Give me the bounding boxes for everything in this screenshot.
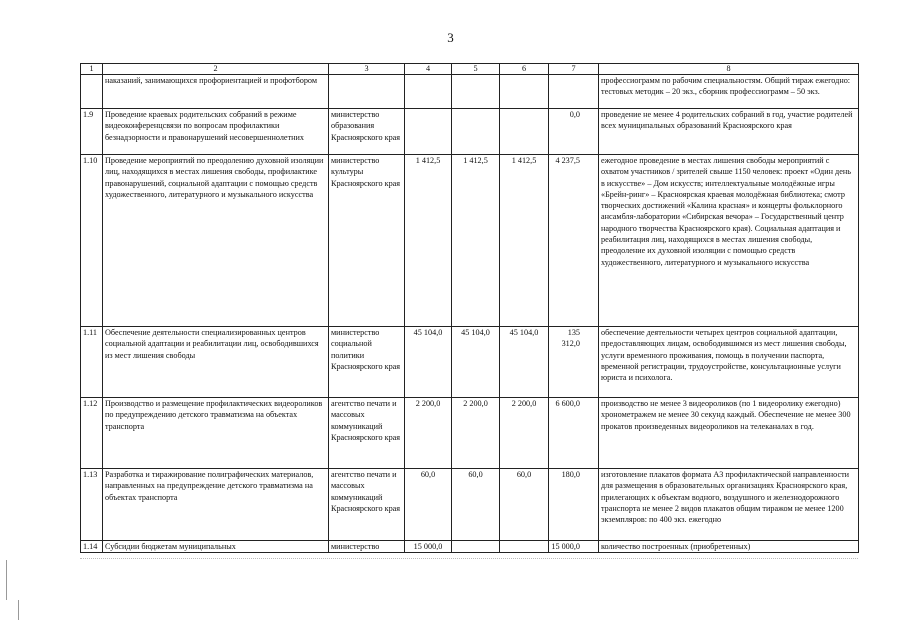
funding-year-3: 1 412,5 [500, 155, 549, 327]
event-name: Субсидии бюджетам муниципальных [103, 541, 329, 553]
column-header: 6 [500, 64, 549, 75]
executor: министерство культуры Красноярского края [329, 155, 405, 327]
funding-year-3: 45 104,0 [500, 327, 549, 398]
funding-year-3: 60,0 [500, 469, 549, 541]
event-name: наказаний, занимающихся профориентацией и профотбором [103, 75, 329, 109]
column-header: 8 [599, 64, 859, 75]
event-name: Проведение краевых родительских собраний в режиме видеоконференцсвязи по вопросам профилактики безнадзорности и правонарушений несовершеннолетних [103, 109, 329, 155]
funding-year-1 [405, 109, 452, 155]
executor [329, 75, 405, 109]
row-number [81, 75, 103, 109]
executor: министерство социальной политики Красноярского края [329, 327, 405, 398]
funding-year-3 [500, 541, 549, 553]
funding-year-2: 2 200,0 [452, 398, 500, 469]
header-row [81, 64, 859, 75]
funding-year-1: 60,0 [405, 469, 452, 541]
executor: министерство [329, 541, 405, 553]
table-row [81, 327, 859, 398]
program-table [80, 63, 859, 553]
table-row [81, 75, 859, 109]
row-number: 1.9 [81, 109, 103, 155]
scan-dotted-line [80, 558, 858, 561]
funding-year-2 [452, 109, 500, 155]
funding-year-1 [405, 75, 452, 109]
table-row [81, 155, 859, 327]
funding-total: 4 237,5 [549, 155, 599, 327]
funding-total: 15 000,0 [549, 541, 599, 553]
funding-year-2: 45 104,0 [452, 327, 500, 398]
page-number: 3 [447, 30, 454, 45]
event-name: Проведение мероприятий по преодолению духовной изоляции лиц, находящихся в местах лишения свободы, профилактике правонарушений, социальной адаптации с помощью средств художественного, литературного и музыкального искусства [103, 155, 329, 327]
funding-year-3 [500, 75, 549, 109]
scan-edge-mark [18, 600, 19, 620]
table-row [81, 109, 859, 155]
column-header: 4 [405, 64, 452, 75]
column-header: 3 [329, 64, 405, 75]
expected-result: ежегодное проведение в местах лишения свободы мероприятий с охватом участников / зрителей свыше 1150 человек: проект «Один день в искусстве» – Дом искусств; интеллектуальные молодёжные игры «Брейн-ринг» – Красноярская краевая молодёжная библиотека; смотр творческих достижений «Калина красная» и концерты фольклорного ансамбля-лаборатории «Сибирская вечора» – Государственный центр народного творчества Красноярского края). Социальная адаптация и реабилитация лиц, находящихся в местах лишения свободы, преодоление их духовной изоляции с помощью средств художественного, литературного и музыкального искусства [599, 155, 859, 327]
row-number: 1.14 [81, 541, 103, 553]
funding-total: 135 312,0 [549, 327, 599, 398]
executor: агентство печати и массовых коммуникаций Красноярского края [329, 398, 405, 469]
table-row [81, 469, 859, 541]
event-name: Обеспечение деятельности специализированных центров социальной адаптации и реабилитации лиц, освободившихся из мест лишения свободы [103, 327, 329, 398]
event-name: Разработка и тиражирование полиграфических материалов, направленных на предупреждение детского травматизма на объектах транспорта [103, 469, 329, 541]
executor: агентство печати и массовых коммуникаций Красноярского края [329, 469, 405, 541]
funding-total [549, 75, 599, 109]
funding-year-2 [452, 75, 500, 109]
expected-result: изготовление плакатов формата А3 профилактической направленности для размещения в образовательных организациях Красноярского края, прилегающих к объектам водного, воздушного и железнодорожного транспорта не менее 2 видов плакатов общим тиражом не менее 1200 экземпляров: по 400 экз. ежегодно [599, 469, 859, 541]
funding-total: 180,0 [549, 469, 599, 541]
expected-result: проведение не менее 4 родительских собраний в год, участие родителей всех муниципальных образований Красноярского края [599, 109, 859, 155]
expected-result: профессиограмм по рабочим специальностям. Общий тираж ежегодно: тестовых методик – 20 экз., сборник профессиограмм – 50 экз. [599, 75, 859, 109]
expected-result: количество построенных (приобретенных) [599, 541, 859, 553]
funding-year-1: 15 000,0 [405, 541, 452, 553]
table-row [81, 541, 859, 553]
event-name: Производство и размещение профилактических видеороликов по предупреждению детского травматизма на объектах транспорта [103, 398, 329, 469]
funding-year-2 [452, 541, 500, 553]
column-header: 7 [549, 64, 599, 75]
funding-year-1: 45 104,0 [405, 327, 452, 398]
column-header: 1 [81, 64, 103, 75]
funding-total: 0,0 [549, 109, 599, 155]
row-number: 1.10 [81, 155, 103, 327]
row-number: 1.12 [81, 398, 103, 469]
scan-edge-mark [6, 560, 7, 600]
table-row [81, 398, 859, 469]
funding-year-1: 1 412,5 [405, 155, 452, 327]
funding-year-2: 60,0 [452, 469, 500, 541]
funding-year-3: 2 200,0 [500, 398, 549, 469]
column-header: 2 [103, 64, 329, 75]
funding-year-2: 1 412,5 [452, 155, 500, 327]
row-number: 1.11 [81, 327, 103, 398]
funding-total: 6 600,0 [549, 398, 599, 469]
expected-result: производство не менее 3 видеороликов (по 1 видеоролику ежегодно) хронометражем не менее 30 секунд каждый. Обеспечение не менее 300 прокатов произведенных видеороликов на телеканалах в год. [599, 398, 859, 469]
funding-year-1: 2 200,0 [405, 398, 452, 469]
executor: министерство образования Красноярского края [329, 109, 405, 155]
funding-year-3 [500, 109, 549, 155]
row-number: 1.13 [81, 469, 103, 541]
expected-result: обеспечение деятельности четырех центров социальной адаптации, предоставляющих лицам, освободившимся из мест лишения свободы, услуги временного проживания, помощь в получении паспорта, временной регистрации, трудоустройстве, консультационные услуги юриста и психолога. [599, 327, 859, 398]
column-header: 5 [452, 64, 500, 75]
